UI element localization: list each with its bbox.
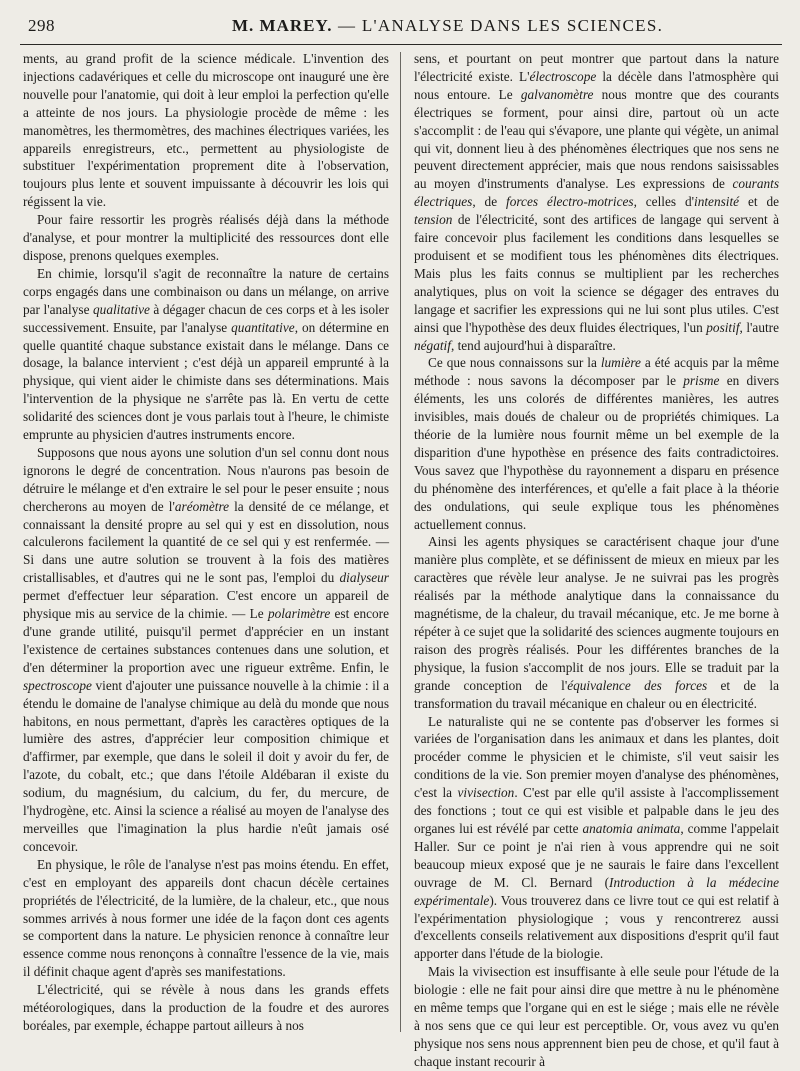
text-run: . C'est par elle qu'il assiste à l'accomplissement des fonctions ; tout ce qui est visible et palpable dans le jeu des organes lui est révélé par cette — [414, 785, 779, 836]
text-run: et de la transformation du travail mécanique en chaleur ou en électricité. — [414, 677, 779, 711]
article-title: — L'ANALYSE DANS LES SCIENCES. — [332, 16, 664, 35]
paragraph — [23, 981, 389, 1035]
text-run: Supposons que nous ayons une solution d'un sel connu dont nous ignorons le degré de concentration. Nous n'aurons pas besoin de détruire le mélange et d'en extraire le sel pour le peser ensuite ; nous chercherons au moyen de l' — [23, 444, 389, 514]
italic-term: qualitative — [93, 301, 150, 317]
italic-term: anatomia animata — [582, 820, 681, 836]
italic-term: prisme — [683, 373, 720, 389]
text-run: ). Vous trouverez dans ce livre tout ce qui est relatif à l'expérimentation physiologique ; vous y rencontrerez aussi d'excellents conseils relativement aux dispositions d'esprit qu'il faut apporter dans l'étude de la biologie. — [414, 892, 779, 962]
text-run: Ce que nous connaissons sur la — [428, 355, 601, 371]
italic-term: courants électriques — [414, 176, 779, 210]
italic-term: forces électro-motrices — [506, 194, 634, 210]
text-run: et de — [739, 194, 779, 210]
right-column — [414, 50, 779, 1071]
text-run: sens, et pourtant on peut montrer que partout dans la nature l'électricité existe. L' — [414, 51, 779, 84]
text-run: , on détermine en quelle quantité chaque substance existait dans le mélange. Dans ce dosage, la balance intervient ; c'est déjà un appareil emprunté à la physique, qui vient aider le chimiste dans ses déterminations. Mais l'intervention de la physique ne s'arrête pas là. En vertu de cette solidarité des sciences dont je vous parlais tout à l'heure, le chimiste emprunte au physicien d'autres instruments encore. — [23, 319, 389, 443]
text-run: , tend aujourd'hui à disparaître. — [450, 337, 616, 353]
page-number: 298 — [28, 16, 55, 35]
text-run: en divers éléments, les uns colorés de différentes manières, les autres invisibles, mais doués de chaleur ou de propriétés chimiques. La théorie de la lumière nous fournit même un bel exemple de la disparition d'une hypothèse en présence des faits contradictoires. Vous savez que l'hypothèse du rayonnement a disparu en présence du phénomène des interférences, et qu'elle a fait place à la théorie des ondulations, qui seule explique tous les phénomènes actuellement connus. — [414, 373, 779, 532]
text-run: En chimie, lorsqu'il s'agit de reconnaître la nature de certains corps engagés dans une combinaison ou dans un mélange, on arrive par l'analyse — [23, 265, 389, 317]
author-name: M. MAREY. — [232, 16, 333, 35]
italic-term: spectroscope — [23, 677, 92, 693]
text-run: , comme l'appelait Haller. Sur ce point je n'ai rien à vous apprendre qui ne soit beaucoup mieux exposé que je ne saurais le faire dans l'excellent ouvrage de M. Cl. Bernard ( — [414, 820, 779, 890]
italic-term: électroscope — [529, 68, 597, 84]
text-run: Mais la vivisection est insuffisante à elle seule pour l'étude de la biologie : elle ne fait pour ainsi dire que mettre à nu le phénomène en même temps que l'organe qui en est le siége ; mais elle ne révèle à nos sens que ce qui leur est perceptible. Or, vous avez vu qu'en physique nos sens nous apprennent bien peu de chose, et qu'il faut à chaque instant recourir à — [414, 964, 779, 1069]
paragraph — [414, 354, 779, 533]
italic-term: dialyseur — [339, 570, 389, 586]
italic-term: Introduction à la médecine expérimentale — [414, 874, 779, 908]
text-run: la décèle dans l'atmosphère qui nous entoure. Le — [414, 68, 779, 102]
italic-term: aréomètre — [174, 498, 230, 514]
text-run: , celles d' — [633, 194, 694, 210]
text-run: Ainsi les agents physiques se caractérisent chaque jour d'une manière plus complète, et se définissent de mieux en mieux par les caractères que révèle leur analyse. Je ne suivrai pas les progrès réalisés par la méthode analytique dans la connaissance du magnétisme, de la chaleur, du travail mécanique, etc. Je me borne à répéter à ce sujet que la solidarité des sciences augmente toujours en raison des progrès réalisés. Pour les différentes branches de la physique, la fusion s'accomplit de nos jours. Elle se traduit par la grande conception de l' — [414, 534, 779, 693]
paragraph — [23, 211, 389, 265]
running-header — [28, 14, 780, 40]
text-run: , l'autre — [739, 319, 779, 335]
running-title — [232, 16, 663, 36]
italic-term: polarimètre — [267, 606, 331, 622]
italic-term: vivisection — [457, 785, 515, 801]
italic-term: galvanomètre — [520, 86, 594, 102]
text-run: ments, au grand profit de la science médicale. L'invention des injections cadavériques et celle du microscope ont inauguré une ère nouvelle pour l'anatomie, qui doit à leur emploi la perfection qu'elle a atteinte de nos jours. La physiologie procède de même : les manomètres, les thermomètres, des machines électriques variées, les appareils enregistreurs, etc., permettent au physiologiste de substituer l'expérimentation proprement dite à l'observation, toujours plus lente et souvent impuissante à découvrir les lois qui régissent la vie. — [23, 51, 389, 210]
text-run: la densité de ce mélange, et connaissant la densité propre au sel qui y est en dissolution, nous calculerons facilement la quantité de ce sel qui y est renfermée. — Si dans une autre solution se trouvent à la fois des matières cristallisables, et d'autres qui ne le sont pas, l'emploi du — [23, 498, 389, 586]
italic-term: intensité — [694, 194, 740, 210]
text-run: de l'électricité, sont des artifices de langage qui servent à faire concevoir plus facilement les conditions dans lesquelles se produisent et se modifient tous les phénomènes dits électriques. Mais plus les faits connus se multiplient par les recherches analytiques, plus on voit la science se dégager des entraves du langage et sacrifier les expressions qui ne lui sont plus utiles. C'est ainsi que l'hypothèse des deux fluides électriques, l'un — [414, 212, 779, 335]
italic-term: lumière — [600, 355, 641, 371]
paragraph — [23, 444, 389, 856]
text-run: Le naturaliste qui ne se contente pas d'observer les formes si variées de l'organisation dans les animaux et dans les plantes, doit procéder comme le physicien et le chimiste, s'il veut saisir les conditions de la vie. Son premier moyen d'analyse des phénomènes, c'est la — [414, 713, 779, 801]
column-divider — [400, 52, 401, 1032]
paragraph — [23, 50, 389, 211]
paragraph — [414, 963, 779, 1070]
left-column — [23, 50, 389, 1035]
italic-term: quantitative — [231, 319, 295, 335]
italic-term: positif — [706, 319, 740, 335]
text-run: permet d'effectuer leur séparation. C'est encore un appareil de physique mis au service de la chimie. — Le — [23, 588, 389, 622]
paragraph — [414, 50, 779, 354]
text-run: , de — [472, 194, 507, 210]
paragraph — [23, 265, 389, 444]
text-run: est encore d'une grande utilité, puisqu'il permet d'apprécier en un instant l'existence de certaines substances contenues dans une solution, et d'en déterminer la proportion avec une rigueur extrême. Enfin, le — [23, 606, 389, 675]
italic-term: équivalence des forces — [567, 677, 708, 693]
paragraph — [414, 533, 779, 712]
paragraph — [23, 856, 389, 981]
header-rule — [20, 44, 782, 45]
text-run: nous montre que des courants électriques se forment, pour ainsi dire, partout où un acte s'accomplit : de l'eau qui s'évapore, une plante qui végète, un animal qui vit, donnent lieu à des phénomènes électriques que nos sens ne peuvent directement apprécier, mais que nous rendons saisissables au moyen d'instruments d'analyse. Les expressions de — [414, 86, 780, 192]
paragraph — [414, 713, 779, 964]
text-run: a été acquis par la même méthode : nous savons la décomposer par le — [414, 355, 779, 389]
italic-term: négatif — [414, 337, 451, 353]
text-run: vient d'ajouter une puissance nouvelle à la chimie : il a étendu le domaine de l'analyse chimique au delà du monde que nous habitons, en nous permettant, d'après les caractères optiques de la lumière des astres, d'apprécier leur composition chimique et d'affirmer, par exemple, que dans le soleil il doit y avoir du fer, de l'azote, du cobalt, etc.; que dans l'étoile Aldébaran il existe du sodium, du magnésium, du calcium, du fer, du mercure, de l'hydrogène, etc. Ainsi la science a réalisé au moyen de l'analyse des merveilles que l'imagination la plus hardie n'eût jamais osé concevoir. — [23, 677, 389, 854]
text-run: à dégager chacun de ces corps et à les isoler successivement. Ensuite, par l'analyse — [23, 301, 390, 335]
text-run: En physique, le rôle de l'analyse n'est pas moins étendu. En effet, c'est en employant des appareils dont chacun décèle certaines propriétés de l'électricité, de la lumière, de la chaleur, etc., que nous sommes arrivés à nous former une idée de la façon dont ces agents se comportent dans la nature. Le physicien renonce à connaître leur essence comme nous renonçons à connaître l'essence de la vie, mais il définit chaque agent d'après ses manifestations. — [23, 856, 389, 980]
text-run: Pour faire ressortir les progrès réalisés déjà dans la méthode d'analyse, et pour montrer la multiplicité des ressources dont elle dispose, prenons quelques exemples. — [23, 212, 389, 263]
italic-term: tension — [414, 212, 453, 228]
text-run: L'électricité, qui se révèle à nous dans les grands effets météorologiques, dans la production de la foudre et des aurores boréales, par exemple, échappe partout ailleurs à nos — [23, 982, 389, 1033]
